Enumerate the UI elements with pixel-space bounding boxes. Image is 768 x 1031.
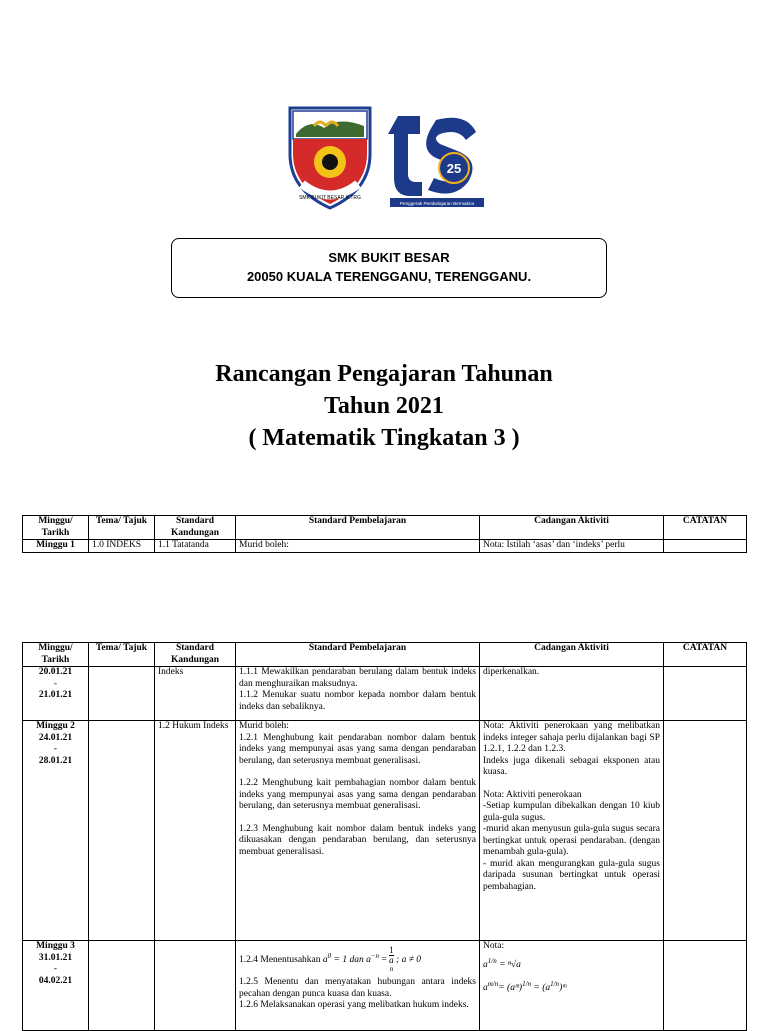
header-catatan: CATATAN (664, 516, 747, 540)
header-tema: Tema/ Tajuk (89, 516, 155, 540)
header-catatan: CATATAN (664, 643, 747, 667)
header-minggu: Minggu/ Tarikh (23, 643, 89, 667)
sp-cell: Murid boleh: (236, 540, 480, 553)
aktiviti-cell: diperkenalkan. (480, 667, 664, 721)
header-minggu: Minggu/ Tarikh (23, 516, 89, 540)
fractional-index-rule-1: $a^{1/n} = ^n√a$ (483, 956, 521, 970)
fraction: 1 a n (389, 945, 394, 973)
title-line-3: ( Matematik Tingkatan 3 ) (248, 425, 520, 451)
school-name-box (171, 238, 607, 298)
sp-cell: 1.1.1 Mewakilkan pendaraban berulang dalam bentuk indeks dan menghuraikan maksudnya. 1.1.2 Menukar suatu nombor kepada nombor dalam bentuk indeks dan sebaliknya. (236, 667, 480, 721)
table-row (23, 941, 747, 1031)
week-cell: Minggu 3 31.01.21 - 04.02.21 (23, 941, 89, 1031)
sp-cell: 1.2.4 Menentusahkan $a^0 = 1$ dan $a^{-n}$ = 1 a n ; a ≠ 0 1.2.5 Menentu dan menyatakan hubungan antara indeks pecahan dengan punca kuasa dan kuasa. 1.2.6 Melaksanakan operasi yang melibatkan hukum indeks. (236, 941, 480, 1031)
header-tema: Tema/ Tajuk (89, 643, 155, 667)
fractional-index-rule-2: $a^{m/n}=$ (aᵐ)$^{1/n}$ = $(a^{1/n})ᵐ$ (483, 980, 567, 994)
sk-cell: Indeks (155, 667, 236, 721)
week-cell: 20.01.21 - 21.01.21 (23, 667, 89, 721)
school-name: SMK BUKIT BESAR (328, 250, 450, 265)
title-line-2: Tahun 2021 (324, 393, 444, 419)
table-header-row (23, 516, 747, 540)
sp-cell: Murid boleh: 1.2.1 Menghubung kait pendaraban nombor dalam bentuk indeks yang mempunyai asas yang sama dengan pendaraban berulang, dan seterusnya membuat generalisasi. 1.2.2 Menghubung kait pembahagian nombor dalam bentuk indeks yang mempunyai asas yang sama dengan pendaraban berulang, dan seterusnya membuat generalisasi. 1.2.3 Menghubung kait nombor dalam bentuk indeks yang dikuasakan dengan pendaraban berulang, dan seterusnya membuat generalisasi. (236, 721, 480, 941)
title-line-1: Rancangan Pengajaran Tahunan (215, 361, 553, 387)
header-sk: Standard Kandungan (155, 516, 236, 540)
tema-cell (89, 721, 155, 941)
crest-name-text: SMK BUKIT BESAR K.TRG (299, 195, 361, 201)
sk-cell: 1.2 Hukum Indeks (155, 721, 236, 941)
catatan-cell (664, 941, 747, 1031)
ts25-tagline: Penggerak Pembelajaran Bermakna (399, 201, 475, 206)
week-cell: Minggu 2 24.01.21 - 28.01.21 (23, 721, 89, 941)
aktiviti-cell: Nota: Istilah ‘asas’ dan ‘indeks’ perlu (480, 540, 664, 553)
school-address: 20050 KUALA TERENGGANU, TERENGGANU. (246, 269, 532, 284)
school-crest-icon (290, 108, 370, 208)
plan-table-2 (22, 642, 747, 1031)
header-sk: Standard Kandungan (155, 643, 236, 667)
week-cell: Minggu 1 (23, 540, 89, 553)
document-title (0, 358, 768, 454)
tema-cell: 1.0 INDEKS (89, 540, 155, 553)
aktiviti-cell: Nota: Aktiviti penerokaan yang melibatkan indeks integer sahaja perlu dijalankan bagi SP 1.2.1, 1.2.2 dan 1.2.3. Indeks juga dikenali sebagai eksponen atau kuasa. Nota: Aktiviti penerokaan -Setiap kumpulan dibekalkan dengan 10 kiub gula-gula sugus. -murid akan menyusun gula-gula sugus secara bertingkat untuk operasi pendaraban. (dengan menambah gula-gula). - murid akan mengurangkan gula-gula sugus daripada susunan bertingkat untuk operasi pembahagian. (480, 721, 664, 941)
plan-table-1 (22, 515, 747, 553)
table-row (23, 540, 747, 553)
header-aktiviti: Cadangan Aktiviti (480, 643, 664, 667)
header-sp: Standard Pembelajaran (236, 516, 480, 540)
sp-1-2-4: 1.2.4 Menentusahkan $a^0 = 1$ dan $a^{-n}$ = 1 a n ; a ≠ 0 (239, 945, 422, 973)
header-aktiviti: Cadangan Aktiviti (480, 516, 664, 540)
sk-cell: 1.1 Tatatanda (155, 540, 236, 553)
catatan-cell (664, 721, 747, 941)
table-row (23, 721, 747, 941)
catatan-cell (664, 667, 747, 721)
catatan-cell (664, 540, 747, 553)
table-header-row (23, 643, 747, 667)
aktiviti-cell: Nota: $a^{1/n} = ^n√a$ $a^{m/n}=$ (aᵐ)$^{1/n}$ = $(a^{1/n})ᵐ$ (480, 941, 664, 1031)
ts25-number: 25 (446, 161, 462, 176)
tema-cell (89, 941, 155, 1031)
table-row (23, 667, 747, 721)
sk-cell (155, 941, 236, 1031)
school-logos (284, 104, 494, 212)
tema-cell (89, 667, 155, 721)
header-sp: Standard Pembelajaran (236, 643, 480, 667)
ts25-logo-icon (388, 106, 488, 210)
